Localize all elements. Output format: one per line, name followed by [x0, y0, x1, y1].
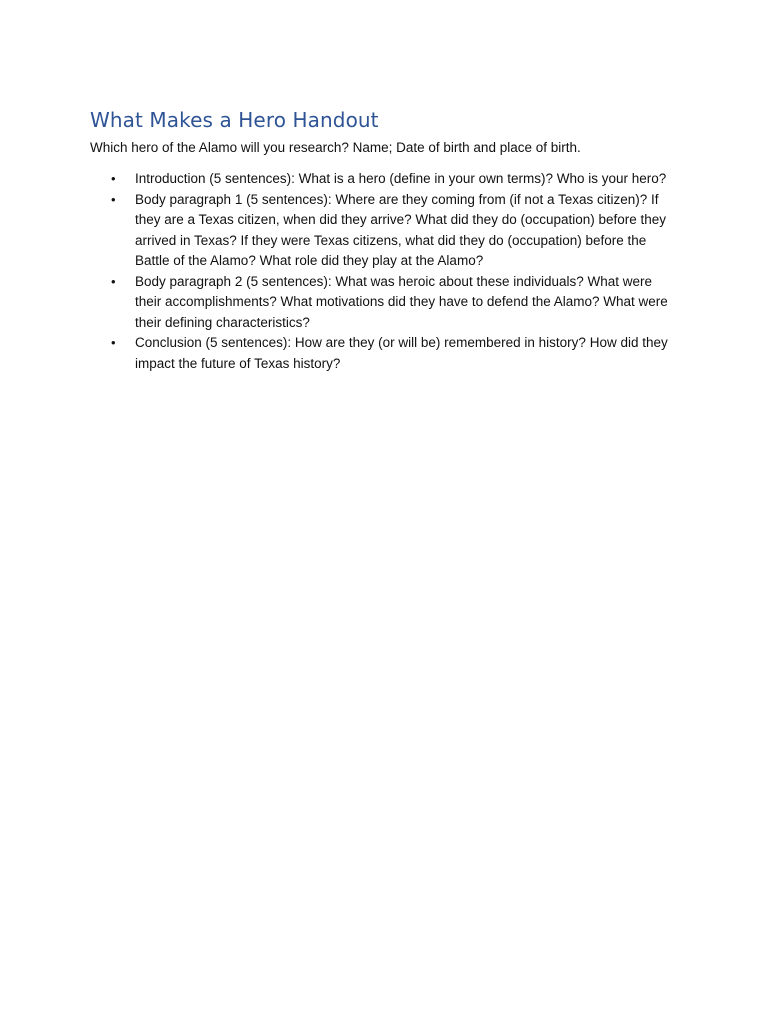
- list-item-text: Body paragraph 1 (5 sentences): Where are they coming from (if not a Texas citizen)? If they are a Texas citizen, when did they arrive? What did they do (occupation) before they arrived in Texas? If they were Texas citizens, what did they do (occupation) before the Battle of the Alamo? What role did they play at the Alamo?: [135, 191, 667, 268]
- list-item-text: Introduction (5 sentences): What is a hero (define in your own terms)? Who is your hero?: [135, 171, 667, 186]
- bullet-list: [90, 169, 680, 374]
- bullet-icon: •: [111, 273, 116, 289]
- list-item-body-paragraph-2: [90, 272, 680, 334]
- bullet-icon: •: [111, 335, 116, 350]
- list-item-body-paragraph-1: [90, 190, 680, 272]
- document-title: What Makes a Hero Handout: [90, 108, 379, 132]
- list-item-text: Body paragraph 2 (5 sentences): What was heroic about these individuals? What were their accomplishments? What motivations did they have to defend the Alamo? What were their defining characteristics?: [135, 273, 668, 330]
- bullet-icon: •: [111, 191, 116, 207]
- list-item-conclusion: [90, 333, 680, 374]
- intro-paragraph: Which hero of the Alamo will you research? Name; Date of birth and place of birth.: [90, 140, 581, 155]
- document-content: [90, 106, 680, 374]
- bullet-icon: •: [111, 171, 116, 186]
- list-item-text: Conclusion (5 sentences): How are they (or will be) remembered in history? How did they impact the future of Texas history?: [135, 335, 668, 371]
- list-item-introduction: [90, 169, 680, 190]
